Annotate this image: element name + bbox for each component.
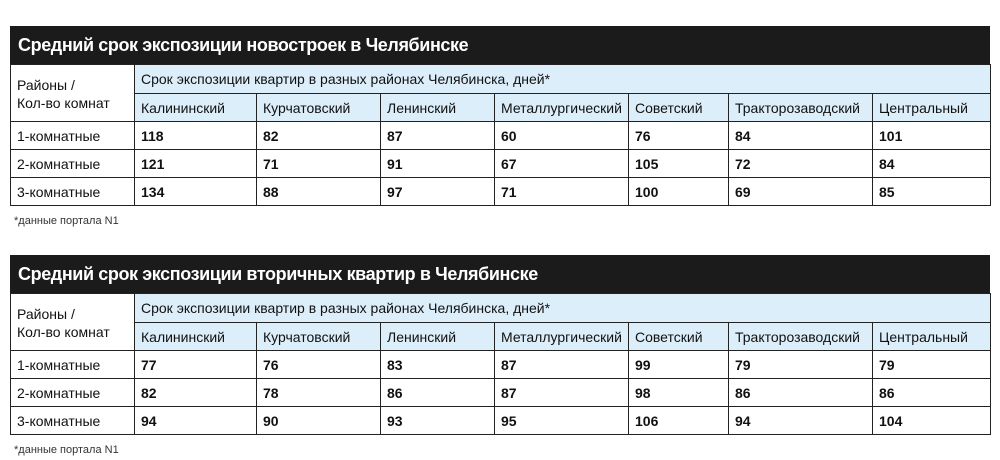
- cell-value: 106: [629, 407, 729, 435]
- cell-value: 100: [629, 178, 729, 206]
- district-header: Калининский: [135, 94, 257, 122]
- table-title: Средний срок экспозиции вторичных квартир в Челябинске: [10, 255, 990, 293]
- row-label: 1-комнатные: [11, 351, 135, 379]
- cell-value: 90: [257, 407, 381, 435]
- cell-value: 105: [629, 150, 729, 178]
- cell-value: 99: [629, 351, 729, 379]
- row-label: 3-комнатные: [11, 178, 135, 206]
- corner-label: [11, 294, 135, 351]
- district-header: Ленинский: [381, 323, 495, 351]
- cell-value: 134: [135, 178, 257, 206]
- cell-value: 94: [729, 407, 873, 435]
- cell-value: 71: [257, 150, 381, 178]
- cell-value: 87: [381, 122, 495, 150]
- table-caption: Срок экспозиции квартир в разных районах Челябинска, дней*: [135, 65, 991, 94]
- table-row: [11, 150, 991, 178]
- cell-value: 72: [729, 150, 873, 178]
- cell-value: 60: [495, 122, 629, 150]
- district-header: Тракторозаводский: [729, 94, 873, 122]
- cell-value: 91: [381, 150, 495, 178]
- district-header: Тракторозаводский: [729, 323, 873, 351]
- footnote: *данные портала N1: [14, 444, 119, 456]
- exposure-table: [10, 293, 991, 435]
- footnote: *данные портала N1: [14, 215, 119, 227]
- cell-value: 69: [729, 178, 873, 206]
- cell-value: 82: [135, 379, 257, 407]
- cell-value: 86: [381, 379, 495, 407]
- corner-label: [11, 65, 135, 122]
- cell-value: 93: [381, 407, 495, 435]
- district-header: Металлургический: [495, 323, 629, 351]
- row-label: 3-комнатные: [11, 407, 135, 435]
- row-label: 2-комнатные: [11, 379, 135, 407]
- table-title: Средний срок экспозиции новостроек в Челябинске: [10, 26, 990, 64]
- table-row: [11, 122, 991, 150]
- cell-value: 86: [729, 379, 873, 407]
- cell-value: 76: [257, 351, 381, 379]
- cell-value: 121: [135, 150, 257, 178]
- table-row: [11, 351, 991, 379]
- cell-value: 97: [381, 178, 495, 206]
- exposure-table: [10, 64, 991, 206]
- cell-value: 88: [257, 178, 381, 206]
- cell-value: 104: [873, 407, 991, 435]
- cell-value: 84: [729, 122, 873, 150]
- cell-value: 84: [873, 150, 991, 178]
- cell-value: 82: [257, 122, 381, 150]
- district-header: Центральный: [873, 323, 991, 351]
- table-block-new-buildings: [10, 26, 990, 227]
- corner-label-text: Районы / Кол-во комнат: [17, 77, 110, 111]
- cell-value: 83: [381, 351, 495, 379]
- cell-value: 87: [495, 351, 629, 379]
- district-header: Ленинский: [381, 94, 495, 122]
- cell-value: 95: [495, 407, 629, 435]
- row-label: 2-комнатные: [11, 150, 135, 178]
- cell-value: 79: [873, 351, 991, 379]
- cell-value: 71: [495, 178, 629, 206]
- cell-value: 79: [729, 351, 873, 379]
- cell-value: 87: [495, 379, 629, 407]
- cell-value: 98: [629, 379, 729, 407]
- cell-value: 77: [135, 351, 257, 379]
- district-header: Центральный: [873, 94, 991, 122]
- table-row: [11, 407, 991, 435]
- cell-value: 78: [257, 379, 381, 407]
- table-row: [11, 379, 991, 407]
- cell-value: 67: [495, 150, 629, 178]
- district-header: Курчатовский: [257, 94, 381, 122]
- cell-value: 86: [873, 379, 991, 407]
- corner-label-text: Районы / Кол-во комнат: [17, 306, 110, 340]
- district-header: Металлургический: [495, 94, 629, 122]
- cell-value: 118: [135, 122, 257, 150]
- cell-value: 94: [135, 407, 257, 435]
- cell-value: 76: [629, 122, 729, 150]
- district-header: Советский: [629, 94, 729, 122]
- district-header: Советский: [629, 323, 729, 351]
- table-block-secondary: [10, 255, 990, 456]
- cell-value: 85: [873, 178, 991, 206]
- cell-value: 101: [873, 122, 991, 150]
- district-header: Курчатовский: [257, 323, 381, 351]
- district-header: Калининский: [135, 323, 257, 351]
- table-caption: Срок экспозиции квартир в разных районах Челябинска, дней*: [135, 294, 991, 323]
- row-label: 1-комнатные: [11, 122, 135, 150]
- table-row: [11, 178, 991, 206]
